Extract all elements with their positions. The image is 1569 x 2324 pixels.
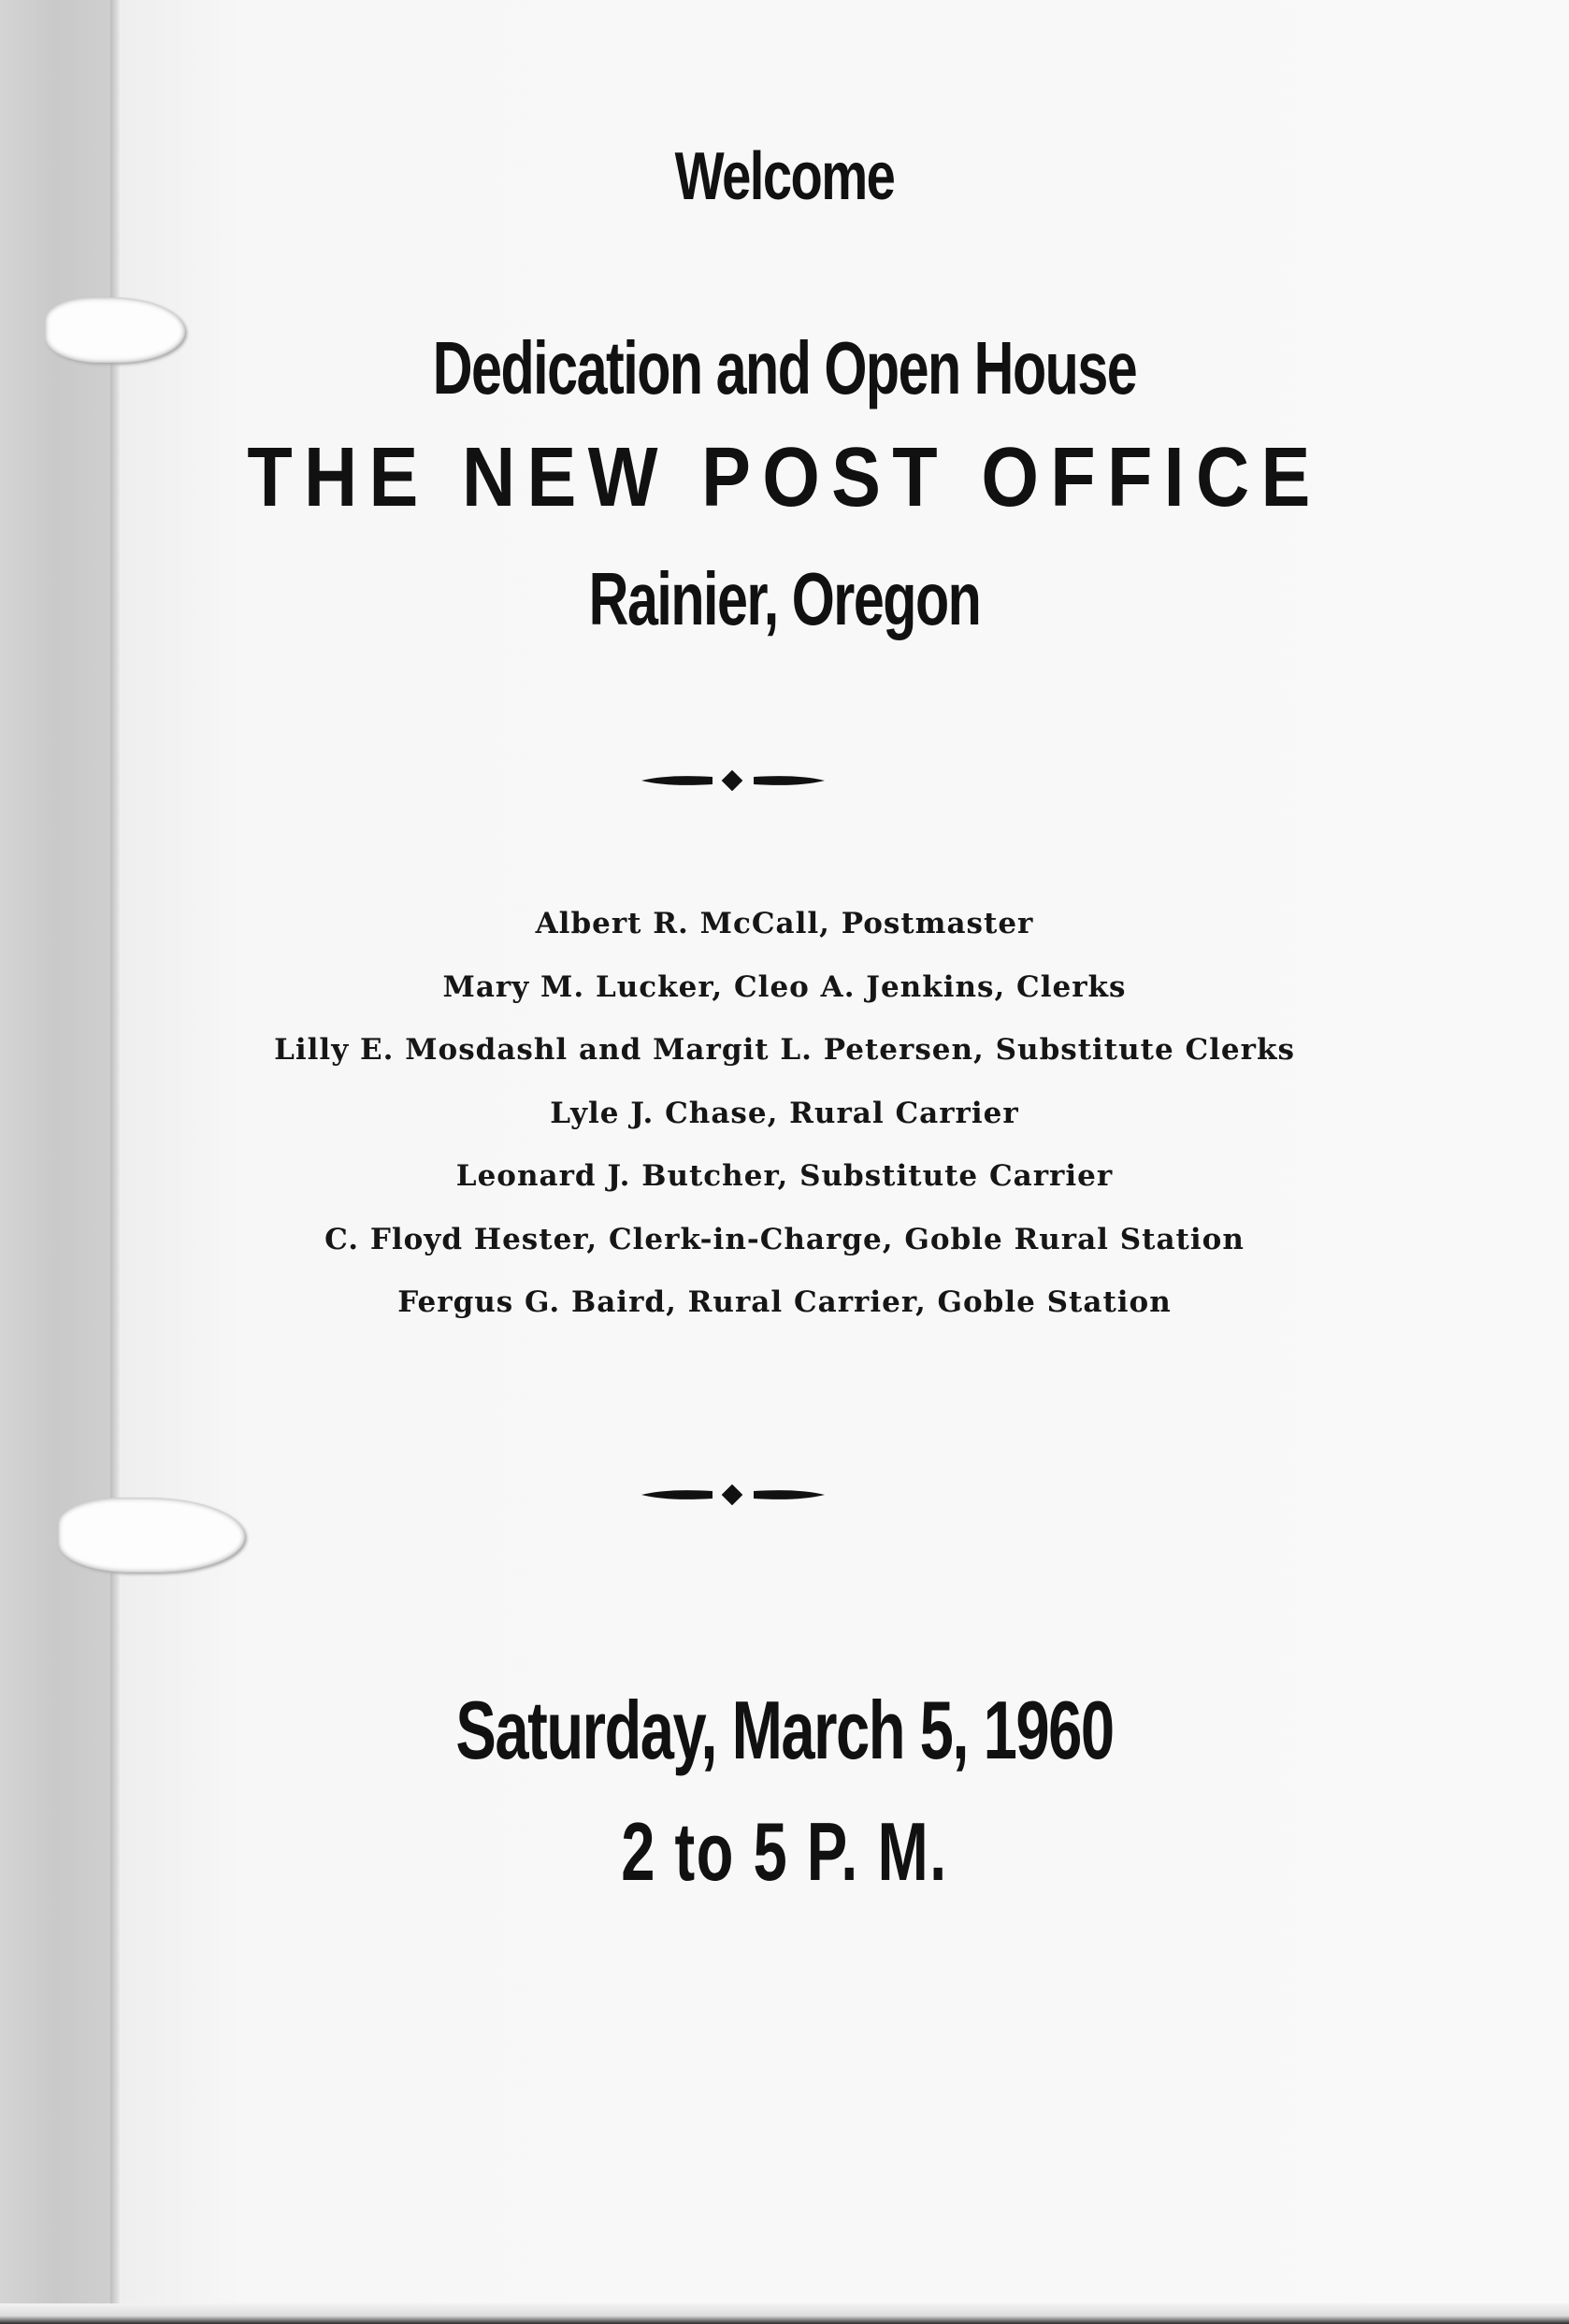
staff-list	[0, 893, 1569, 1335]
event-date: Saturday, March 5, 1960	[455, 1684, 1114, 1776]
event-time: 2 to 5 P. M.	[621, 1805, 948, 1898]
ornament-divider-top	[640, 770, 827, 791]
staff-line: Lilly E. Mosdashl and Margit L. Petersen, Substitute Clerks	[274, 1033, 1295, 1067]
building-title: THE NEW POST OFFICE	[247, 431, 1322, 524]
punch-hole-bottom	[58, 1498, 245, 1572]
page-bottom-edge	[0, 2303, 1569, 2324]
staff-line: Leonard J. Butcher, Substitute Carrier	[455, 1159, 1114, 1193]
staff-line: Lyle J. Chase, Rural Carrier	[550, 1096, 1019, 1130]
staff-line: Fergus G. Baird, Rural Carrier, Goble Station	[397, 1285, 1172, 1319]
location-title: Rainier, Oregon	[588, 557, 981, 640]
event-title: Dedication and Open House	[432, 326, 1137, 409]
staff-line: Albert R. McCall, Postmaster	[535, 907, 1034, 940]
punch-hole-top	[45, 297, 185, 363]
staff-line: C. Floyd Hester, Clerk-in-Charge, Goble Rural Station	[324, 1222, 1245, 1256]
ornament-divider-bottom	[640, 1485, 827, 1505]
staff-line: Mary M. Lucker, Cleo A. Jenkins, Clerks	[442, 969, 1127, 1004]
welcome-heading: Welcome	[674, 139, 895, 214]
